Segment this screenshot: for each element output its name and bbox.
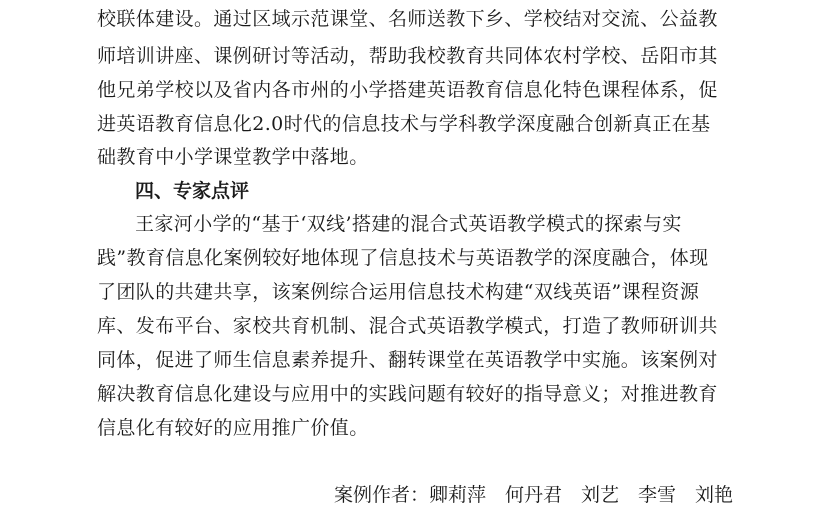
paragraph-line: 校联体建设。通过区域示范课堂、名师送教下乡、学校结对交流、公益教 (97, 8, 718, 30)
paragraph-line: 他兄弟学校以及省内各市州的小学搭建英语教育信息化特色课程体系，促 (97, 79, 718, 101)
review-line: 解决教育信息化建设与应用中的实践问题有较好的指导意义；对推进教育 (97, 383, 718, 405)
review-line: 践”教育信息化案例较好地体现了信息技术与英语教学的深度融合，体现 (97, 247, 709, 269)
case-authors: 案例作者：卿莉萍 何丹君 刘艺 李雪 刘艳 (333, 484, 733, 506)
review-line: 了团队的共建共享，该案例综合运用信息技术构建“双线英语”课程资源 (97, 281, 700, 303)
section-heading: 四、专家点评 (135, 180, 250, 202)
review-line: 同体，促进了师生信息素养提升、翻转课堂在英语教学中实施。该案例对 (97, 349, 718, 371)
paragraph-line: 础教育中小学课堂教学中落地。 (97, 146, 369, 168)
paragraph-line: 进英语教育信息化2.0时代的信息技术与学科教学深度融合创新真正在基 (97, 113, 711, 135)
review-line: 库、发布平台、家校共育机制、混合式英语教学模式，打造了教师研训共 (97, 315, 718, 337)
review-line: 信息化有较好的应用推广价值。 (97, 417, 369, 439)
paragraph-line: 师培训讲座、课例研讨等活动，帮助我校教育共同体农村学校、岳阳市其 (97, 45, 718, 67)
review-line: 王家河小学的“基于‘双线’搭建的混合式英语教学模式的探索与实 (135, 213, 682, 235)
